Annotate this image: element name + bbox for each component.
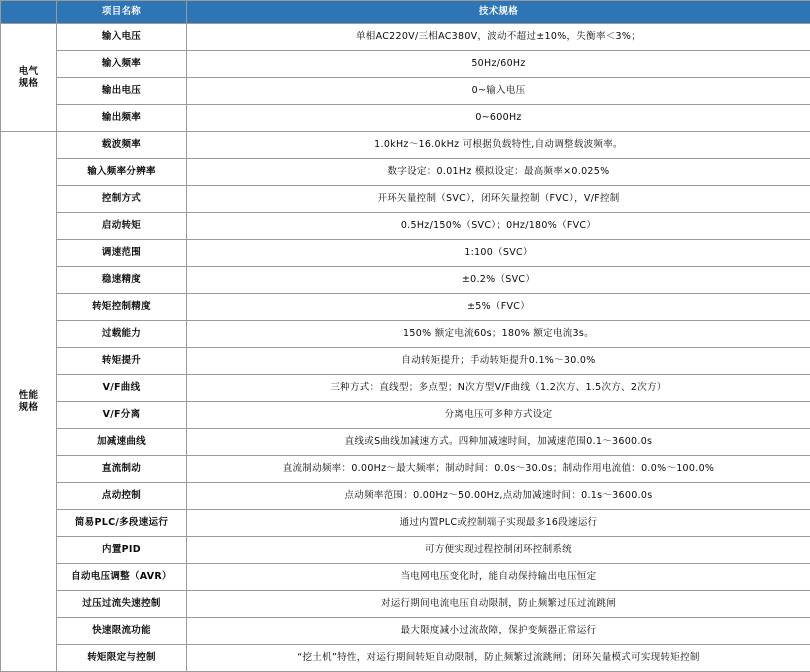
table-row: [1, 51, 810, 78]
table-row: [1, 294, 810, 321]
column-header-item: 项目名称: [57, 1, 187, 24]
item-name: 简易PLC/多段速运行: [57, 510, 187, 537]
table-row: [1, 483, 810, 510]
item-value: 直流制动频率：0.00Hz～最大频率；制动时间：0.0s～30.0s；制动作用电流值：0.0%～100.0%: [187, 456, 810, 483]
item-value: 点动频率范围：0.00Hz～50.00Hz,点动加减速时间：0.1s～3600.0s: [187, 483, 810, 510]
item-name: 输出频率: [57, 105, 187, 132]
item-value: 当电网电压变化时，能自动保持输出电压恒定: [187, 564, 810, 591]
table-row: [1, 591, 810, 618]
item-value: 0~输入电压: [187, 78, 810, 105]
item-name: 载波频率: [57, 132, 187, 159]
item-value: 0~600Hz: [187, 105, 810, 132]
table-row: [1, 132, 810, 159]
group-label-performance: 性能 规格: [1, 132, 57, 672]
item-name: 启动转矩: [57, 213, 187, 240]
item-value: 开环矢量控制（SVC），闭环矢量控制（FVC），V/F控制: [187, 186, 810, 213]
table-row: [1, 348, 810, 375]
item-value: 分离电压可多种方式设定: [187, 402, 810, 429]
item-value: 对运行期间电流电压自动限制，防止频繁过压过流跳闸: [187, 591, 810, 618]
item-name: 转矩提升: [57, 348, 187, 375]
item-name: V/F曲线: [57, 375, 187, 402]
item-name: 调速范围: [57, 240, 187, 267]
table-row: [1, 24, 810, 51]
item-name: 输入频率: [57, 51, 187, 78]
table-row: [1, 240, 810, 267]
item-value: 单相AC220V/三相AC380V，波动不超过±10%，失衡率＜3%；: [187, 24, 810, 51]
item-name: 加减速曲线: [57, 429, 187, 456]
item-value: 50Hz/60Hz: [187, 51, 810, 78]
table-row: [1, 213, 810, 240]
table-row: [1, 159, 810, 186]
item-name: 内置PID: [57, 537, 187, 564]
item-value: ±0.2%（SVC）: [187, 267, 810, 294]
item-name: 控制方式: [57, 186, 187, 213]
group-label-electrical: 电气 规格: [1, 24, 57, 132]
table-row: [1, 429, 810, 456]
table-row: [1, 564, 810, 591]
table-row: [1, 510, 810, 537]
item-name: 快速限流功能: [57, 618, 187, 645]
item-name: 过压过流失速控制: [57, 591, 187, 618]
item-value: 最大限度减小过流故障，保护变频器正常运行: [187, 618, 810, 645]
table-row: [1, 321, 810, 348]
table-row: [1, 78, 810, 105]
item-name: 输入频率分辨率: [57, 159, 187, 186]
item-name: 转矩限定与控制: [57, 645, 187, 672]
item-value: 数字设定：0.01Hz 模拟设定：最高频率×0.025%: [187, 159, 810, 186]
table-row: [1, 456, 810, 483]
item-value: 通过内置PLC或控制端子实现最多16段速运行: [187, 510, 810, 537]
item-name: V/F分离: [57, 402, 187, 429]
table-header: [1, 1, 810, 24]
table-row: [1, 645, 810, 672]
table-row: [1, 267, 810, 294]
item-value: 150% 额定电流60s；180% 额定电流3s。: [187, 321, 810, 348]
table-header-row: [1, 1, 810, 24]
item-value: 1.0kHz～16.0kHz 可根据负载特性,自动调整载波频率。: [187, 132, 810, 159]
item-name: 输入电压: [57, 24, 187, 51]
item-value: 自动转矩提升；手动转矩提升0.1%～30.0%: [187, 348, 810, 375]
item-name: 直流制动: [57, 456, 187, 483]
table-body: [1, 24, 810, 672]
item-value: 三种方式：直线型；多点型；N次方型V/F曲线（1.2次方、1.5次方、2次方）: [187, 375, 810, 402]
item-name: 稳速精度: [57, 267, 187, 294]
table-row: [1, 186, 810, 213]
item-name: 点动控制: [57, 483, 187, 510]
column-header-group: [1, 1, 57, 24]
item-name: 输出电压: [57, 78, 187, 105]
item-value: 1:100（SVC）: [187, 240, 810, 267]
item-value: “挖土机”特性，对运行期间转矩自动限制，防止频繁过流跳闸；闭环矢量模式可实现转矩控制: [187, 645, 810, 672]
item-value: ±5%（FVC）: [187, 294, 810, 321]
item-name: 转矩控制精度: [57, 294, 187, 321]
table-row: [1, 375, 810, 402]
table-row: [1, 402, 810, 429]
column-header-spec: 技术规格: [187, 1, 810, 24]
table-row: [1, 618, 810, 645]
table-row: [1, 105, 810, 132]
item-name: 自动电压调整（AVR）: [57, 564, 187, 591]
item-name: 过载能力: [57, 321, 187, 348]
item-value: 直线或S曲线加减速方式。四种加减速时间，加减速范围0.1～3600.0s: [187, 429, 810, 456]
item-value: 0.5Hz/150%（SVC）；0Hz/180%（FVC）: [187, 213, 810, 240]
item-value: 可方便实现过程控制闭环控制系统: [187, 537, 810, 564]
